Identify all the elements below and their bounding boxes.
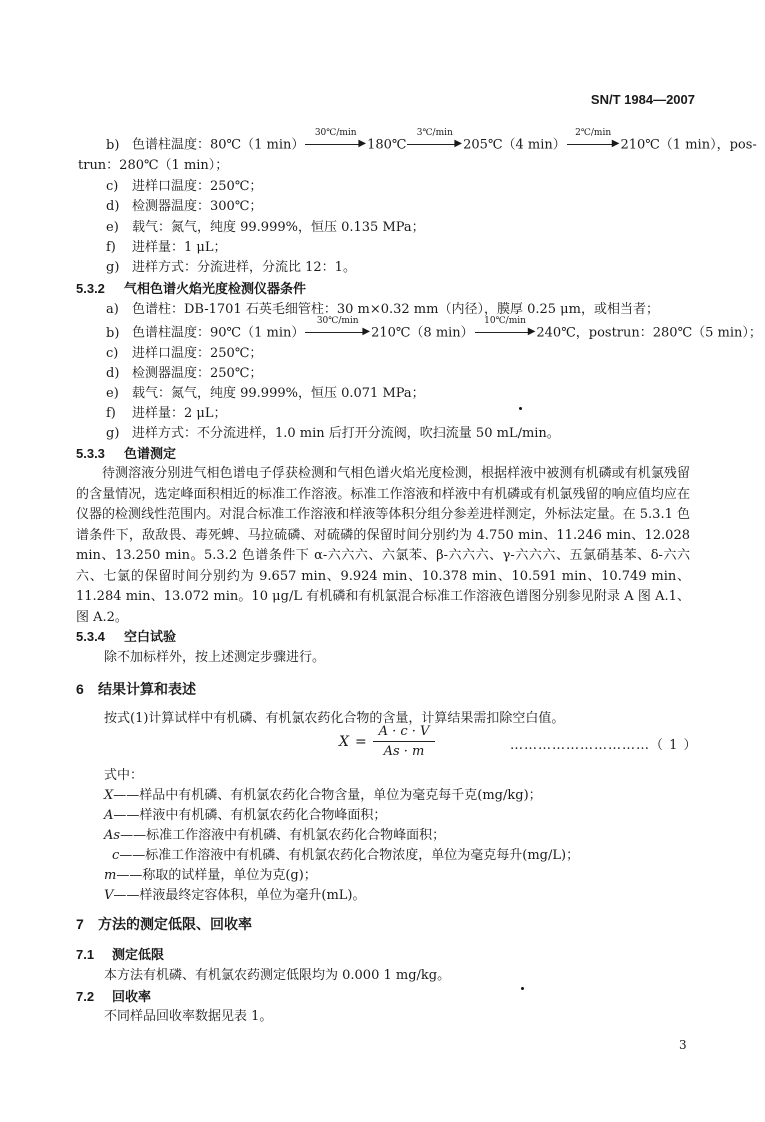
s532-item-c: c) 进样口温度：250℃； [106, 346, 263, 361]
variable-def: V——样液最终定容体积，单位为毫升(mL)。 [104, 888, 366, 903]
rate-arrow: 2℃/min ▶ [567, 135, 620, 156]
s531-item-g: g) 进样方式：分流进样，分流比 12：1。 [106, 260, 356, 275]
s6-intro: 按式(1)计算试样中有机磷、有机氯农药化合物的含量，计算结果需扣除空白值。 [104, 711, 565, 726]
s531-item-e: e) 载气：氮气，纯度 99.999%，恒压 0.135 MPa； [106, 220, 425, 235]
section-heading-5-3-2: 5.3.2 气相色谱火焰光度检测仪器条件 [76, 281, 307, 296]
page-number: 3 [679, 1038, 687, 1052]
s531-item-b [106, 128, 757, 156]
s531-item-d: d) 检测器温度：300℃； [106, 199, 263, 214]
variable-def: As——标准工作溶液中有机磷、有机氯农药化合物峰面积； [104, 828, 446, 843]
rate-arrow: 30℃/min ▶ [305, 135, 366, 156]
section-heading-7: 7 方法的测定低限、回收率 [76, 916, 252, 932]
s532-item-a: a) 色谱柱：DB-1701 石英毛细管柱：30 m×0.32 mm（内径），膜厚 0.25 μm，或相当者； [106, 302, 659, 317]
section-heading-5-3-4: 5.3.4 空白试验 [76, 629, 177, 644]
formula-denominator: As · m [383, 744, 425, 759]
rate-arrow: 10℃/min ▶ [475, 323, 536, 344]
item-label: b) [106, 137, 120, 153]
variable-def: c——标准工作溶液中有机磷、有机氯农药化合物浓度，单位为毫克每升(mg/L)； [112, 848, 580, 863]
s532-item-e: e) 载气：氮气，纯度 99.999%，恒压 0.071 MPa； [106, 386, 425, 401]
s531-item-c: c) 进样口温度：250℃； [106, 179, 263, 194]
s532-item-d: d) 检测器温度：250℃； [106, 366, 263, 381]
s531-b-t1: 180℃ [367, 137, 407, 153]
section-heading-5-3-3: 5.3.3 色谱测定 [76, 446, 177, 461]
s531-b-t3: 210℃（1 min），pos- [620, 137, 757, 153]
standard-number: SN/T 1984—2007 [590, 92, 695, 107]
s71-paragraph: 本方法有机磷、有机氯农药测定低限均为 0.000 1 mg/kg。 [104, 968, 451, 983]
variable-def: m——称取的试样量，单位为克(g)； [104, 868, 317, 883]
rate-arrow: 30℃/min ▶ [305, 323, 370, 344]
section-heading-7-1: 7.1 测定低限 [76, 947, 165, 962]
s532-item-g: g) 进样方式：不分流进样，1.0 min 后打开分流阀，吹扫流量 50 mL/min。 [106, 426, 560, 441]
scan-speck [519, 407, 522, 410]
section-heading-6: 6 结果计算和表述 [76, 681, 196, 697]
formula-equals: = [355, 734, 367, 750]
s533-paragraph: 待测溶液分别进气相色谱电子俘获检测和气相色谱火焰光度检测，根据样液中被测有机磷或有机氯残留的含量情况，选定峰面积相近的标准工作溶液。标准工作溶液和样液中有机磷或有机氯残留的响应值均应在仪器的检测线性范围内。对混合标准工作溶液和样液等体积分组分参差进样测定，外标法定量。在 5.3.1 色谱条件下，敌敌畏、毒死蜱、马拉硫磷、对硫磷的保留时间分别约为 4.750 min、11.246 min、12.028 min、13.250 min。5.3.2 色谱条件下 α-六六六、六氯苯、β-六六六、γ-六六六、五氯硝基苯、δ-六六六、七氯的保留时间分别约为 9.657 min、9.924 min、10.378 min、10.591 min、10.749 min、11.284 min、13.072 min。10 μg/L 有机磷和有机氯混合标准工作溶液色谱图分别参见附录 A 图 A.1、图 A.2。 [76, 466, 690, 625]
s531-b-continuation: trun：280℃（1 min）； [78, 158, 229, 173]
section-heading-7-2: 7.2 回收率 [76, 989, 152, 1004]
s532-item-b: b) 色谱柱温度：90℃（1 min） 30℃/min ▶210℃（8 min） 10℃/min ▶240℃，postrun：280℃（5 min）； [106, 323, 762, 344]
formula-number: …………………………（ 1 ） [510, 738, 698, 753]
s72-paragraph: 不同样品回收率数据见表 1。 [104, 1009, 273, 1024]
s532-item-f: f) 进样量：2 μL； [106, 406, 227, 421]
formula-lhs: X [339, 734, 349, 750]
s531-b-t2: 205℃（4 min） [463, 137, 566, 153]
s534-paragraph: 除不加标样外，按上述测定步骤进行。 [104, 650, 326, 665]
where-label: 式中： [104, 768, 144, 783]
formula-fraction [373, 724, 435, 759]
variable-def: A——样液中有机磷、有机氯农药化合物峰面积； [104, 808, 387, 823]
rate-arrow: 3℃/min ▶ [407, 135, 462, 156]
scan-speck [521, 987, 524, 990]
s531-b-start: 色谱柱温度：80℃（1 min） [132, 137, 305, 153]
formula-numerator: A · c · V [378, 724, 430, 739]
s531-item-f: f) 进样量：1 μL； [106, 240, 227, 255]
variable-def: X——样品中有机磷、有机氯农药化合物含量，单位为毫克每千克(mg/kg)； [104, 788, 542, 803]
